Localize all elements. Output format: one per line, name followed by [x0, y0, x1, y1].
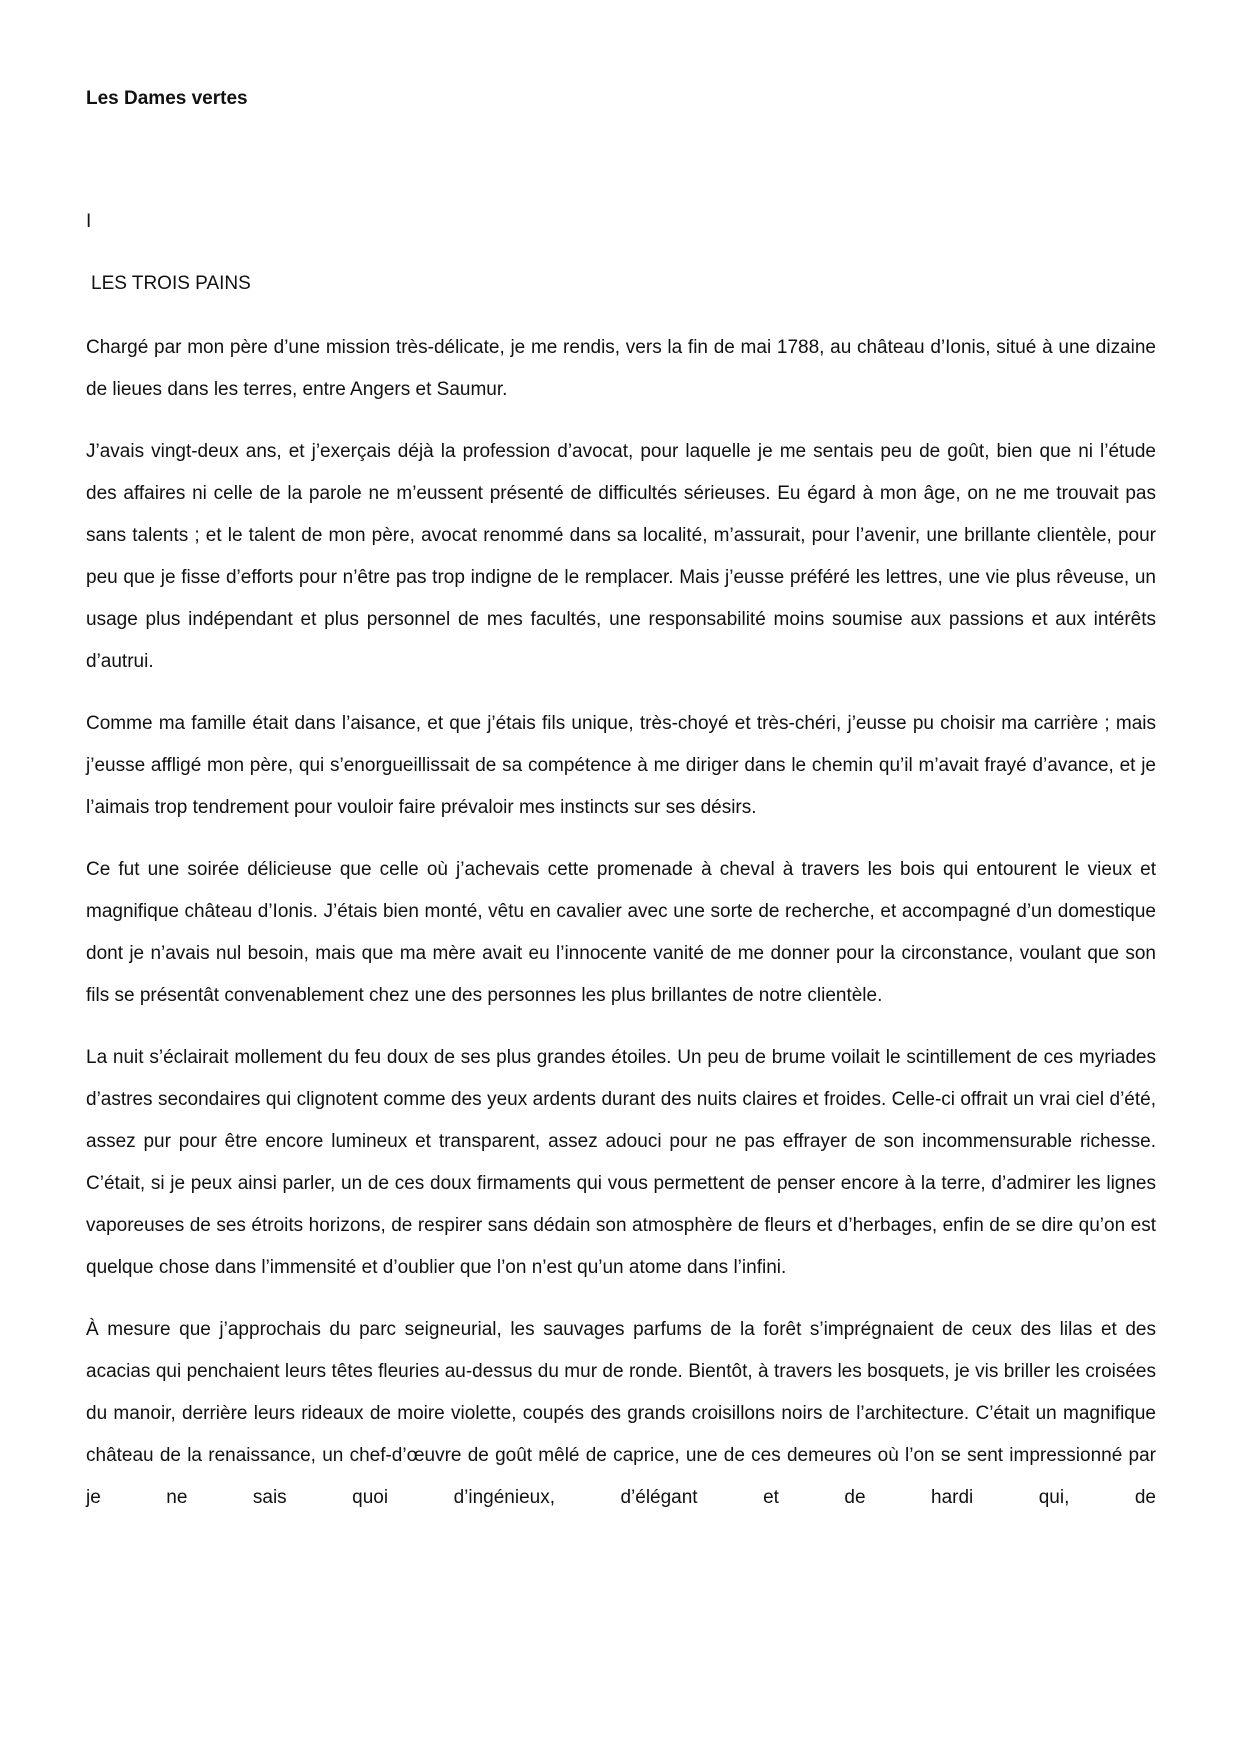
chapter-number: I	[86, 211, 92, 232]
document-title: Les Dames vertes	[86, 88, 248, 109]
paragraph: J’avais vingt-deux ans, et j’exerçais déjà la profession d’avocat, pour laquelle je me sentais peu de goût, bien que ni l’étude des affaires ni celle de la parole ne m’eussent présenté de difficultés sérieuses. Eu égard à mon âge, on ne me trouvait pas sans talents ; et le talent de mon père, avocat renommé dans sa localité, m’assurait, pour l’avenir, une brillante clientèle, pour peu que je fisse d’efforts pour n’être pas trop indigne de le remplacer. Mais j’eusse préféré les lettres, une vie plus rêveuse, un usage plus indépendant et plus personnel de mes facultés, une responsabilité moins soumise aux passions et aux intérêts d’autrui.	[86, 441, 1156, 672]
paragraph: Comme ma famille était dans l’aisance, et que j’étais fils unique, très-choyé et très-chéri, j’eusse pu choisir ma carrière ; mais j’eusse affligé mon père, qui s’enorgueillissait de sa compétence à me diriger dans le chemin qu’il m’avait frayé d’avance, et je l’aimais trop tendrement pour vouloir faire prévaloir mes instincts sur ses désirs.	[86, 713, 1156, 818]
body-text	[86, 327, 1156, 1539]
paragraph: Ce fut une soirée délicieuse que celle où j’achevais cette promenade à cheval à travers les bois qui entourent le vieux et magnifique château d’Ionis. J’étais bien monté, vêtu en cavalier avec une sorte de recherche, et accompagné d’un domestique dont je n’avais nul besoin, mais que ma mère avait eu l’innocente vanité de me donner pour la circonstance, voulant que son fils se présentât convenablement chez une des personnes les plus brillantes de notre clientèle.	[86, 859, 1156, 1006]
paragraph: La nuit s’éclairait mollement du feu doux de ses plus grandes étoiles. Un peu de brume voilait le scintillement de ces myriades d’astres secondaires qui clignotent comme des yeux ardents durant des nuits claires et froides. Celle-ci offrait un vrai ciel d’été, assez pur pour être encore lumineux et transparent, assez adouci pour ne pas effrayer de son incommensurable richesse. C’était, si je peux ainsi parler, un de ces doux firmaments qui vous permettent de penser encore à la terre, d’admirer les lignes vaporeuses de ses étroits horizons, de respirer sans dédain son atmosphère de fleurs et d’herbages, enfin de se dire qu’on est quelque chose dans l’immensité et d’oublier que l’on n’est qu’un atome dans l’infini.	[86, 1047, 1156, 1278]
chapter-title: LES TROIS PAINS	[91, 273, 251, 294]
paragraph: À mesure que j’approchais du parc seigneurial, les sauvages parfums de la forêt s’imprégnaient de ceux des lilas et des acacias qui penchaient leurs têtes fleuries au-dessus du mur de ronde. Bientôt, à travers les bosquets, je vis briller les croisées du manoir, derrière leurs rideaux de moire violette, coupés des grands croisillons noirs de l’architecture. C’était un magnifique château de la renaissance, un chef-d’œuvre de goût mêlé de caprice, une de ces demeures où l’on se sent impressionné par je ne sais quoi d’ingénieux, d’élégant et de hardi qui, de	[86, 1319, 1156, 1508]
paragraph: Chargé par mon père d’une mission très-délicate, je me rendis, vers la fin de mai 1788, au château d’Ionis, situé à une dizaine de lieues dans les terres, entre Angers et Saumur.	[86, 337, 1156, 400]
